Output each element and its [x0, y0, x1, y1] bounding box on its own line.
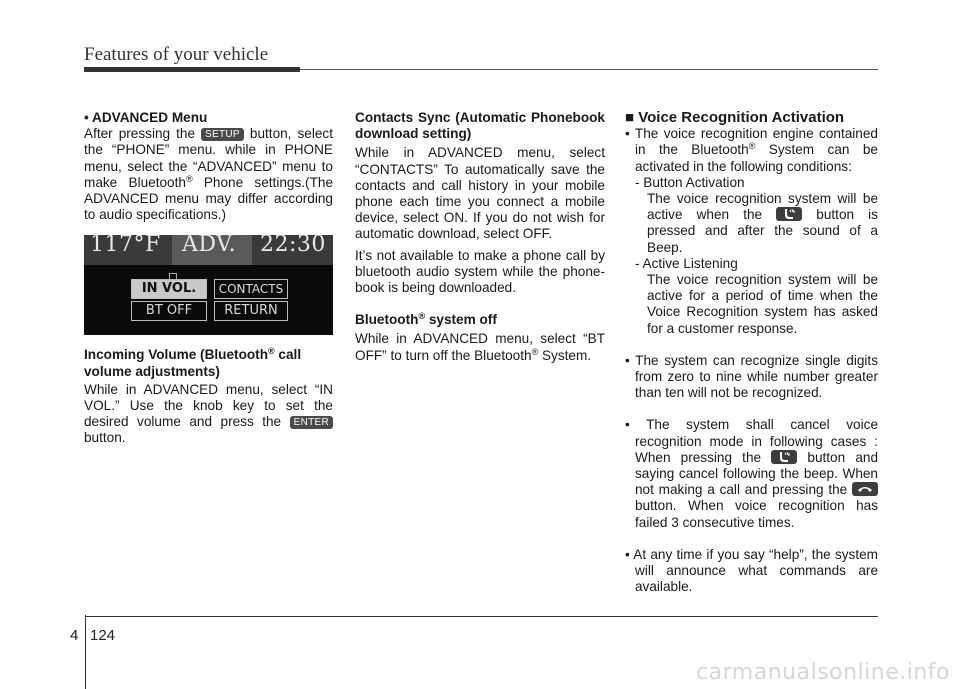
page-number: 124	[90, 627, 116, 644]
text: The voice recognition system will be active when the	[647, 191, 878, 223]
text: • The voice recognition engine contained in the Bluetooth	[625, 126, 878, 158]
text: Bluetooth	[355, 312, 419, 328]
incoming-volume-heading	[84, 347, 333, 379]
voice-talk-icon	[771, 450, 797, 464]
text: button is pressed and after the sound of a Beep.	[647, 207, 878, 255]
help-bullet: • At any time if you say “help”, the system will announce what commands are available.	[625, 546, 878, 595]
text: While in ADVANCED menu, select “BT OFF” to turn off the Bluetooth	[355, 331, 605, 363]
active-listening-label: - Active Listening	[635, 255, 738, 271]
column-2	[355, 110, 605, 364]
text: button. When voice recognition has failed 3 consecutive times.	[635, 498, 878, 530]
enter-badge: ENTER	[290, 416, 333, 429]
bt-off-paragraph	[355, 331, 605, 363]
contacts-sync-paragraph: While in ADVANCED menu, select “CONTACTS” To automatically save the contacts and call history in your mobile phone each time you connect a mobile device, select ON. If you do not wish for automatic download, select OFF.	[355, 145, 605, 242]
text: • The system shall cancel voice recognition mode in following cases : When pressing the	[625, 417, 878, 465]
text: button.	[84, 430, 126, 446]
contacts-sync-heading: Contacts Sync (Automatic Phonebook download setting)	[355, 110, 605, 142]
phonebook-note-paragraph: It’s not available to make a phone call by bluetooth audio system while the phone-book is being downloaded.	[355, 247, 605, 296]
registered-mark: ®	[185, 173, 193, 184]
advanced-menu-title: • ADVANCED Menu	[84, 110, 208, 125]
incoming-volume-paragraph	[84, 382, 333, 447]
registered-mark: ®	[531, 346, 539, 357]
registered-mark: ®	[268, 346, 275, 357]
voice-engine-bullet	[625, 126, 878, 175]
text: While in ADVANCED menu, select “IN VOL.” Use the knob key to set the desired volume and press the	[84, 381, 333, 430]
header-title: Features of your vehicle	[84, 44, 269, 65]
registered-mark: ®	[748, 141, 756, 152]
text: button, select the “PHONE” menu. while in PHONE menu, select the “ADVANCED” menu to make Bluetooth	[84, 126, 333, 190]
button-activation-text	[625, 191, 878, 256]
text: Incoming Volume (Bluetooth	[84, 347, 269, 363]
text: system off	[425, 312, 497, 328]
text: button and saying cancel following the beep. When not making a call and pressing the	[635, 449, 879, 498]
active-listening-text: The voice recognition system will be active for a period of time when the Voice Recognition system has asked for a customer response.	[647, 272, 878, 336]
button-activation-label: - Button Activation	[635, 174, 745, 190]
text: System can be activated in the following conditions:	[635, 142, 878, 174]
bt-off-heading	[355, 312, 605, 328]
watermark: carmanualsonline.info	[696, 660, 950, 685]
voice-talk-icon	[776, 207, 802, 221]
text: call volume adjustments)	[84, 347, 302, 379]
header-bar	[84, 67, 300, 72]
text: System.	[538, 347, 592, 363]
display-temperature: 117°F	[90, 235, 161, 258]
chapter-number: 4	[70, 627, 79, 644]
display-btn-bt-off: BT OFF	[131, 301, 207, 321]
footer-divider	[85, 615, 86, 689]
voice-recognition-heading: ■ Voice Recognition Activation	[625, 109, 845, 126]
display-mode: ADV.	[182, 235, 237, 258]
text: After pressing the	[84, 126, 202, 142]
header-line	[300, 69, 878, 70]
digits-bullet: • The system can recognize single digits from zero to nine while number greater than ten will not be recognized.	[625, 352, 878, 401]
column-1	[84, 110, 333, 447]
end-call-icon	[852, 482, 878, 496]
footer-line	[85, 616, 878, 617]
display-btn-in-vol: IN VOL.	[131, 279, 207, 299]
text: Phone settings.(The ADVANCED menu may differ according to audio specifications.)	[84, 174, 333, 223]
display-btn-contacts: CONTACTS	[214, 279, 288, 299]
registered-mark: ®	[418, 311, 426, 322]
display-time: 22:30	[260, 235, 326, 258]
display-btn-return: RETURN	[214, 301, 288, 321]
column-3	[625, 110, 878, 595]
cancel-bullet	[625, 417, 878, 530]
setup-badge: SETUP	[201, 128, 244, 141]
advanced-display-screen	[84, 235, 333, 335]
advanced-menu-paragraph	[84, 126, 333, 223]
